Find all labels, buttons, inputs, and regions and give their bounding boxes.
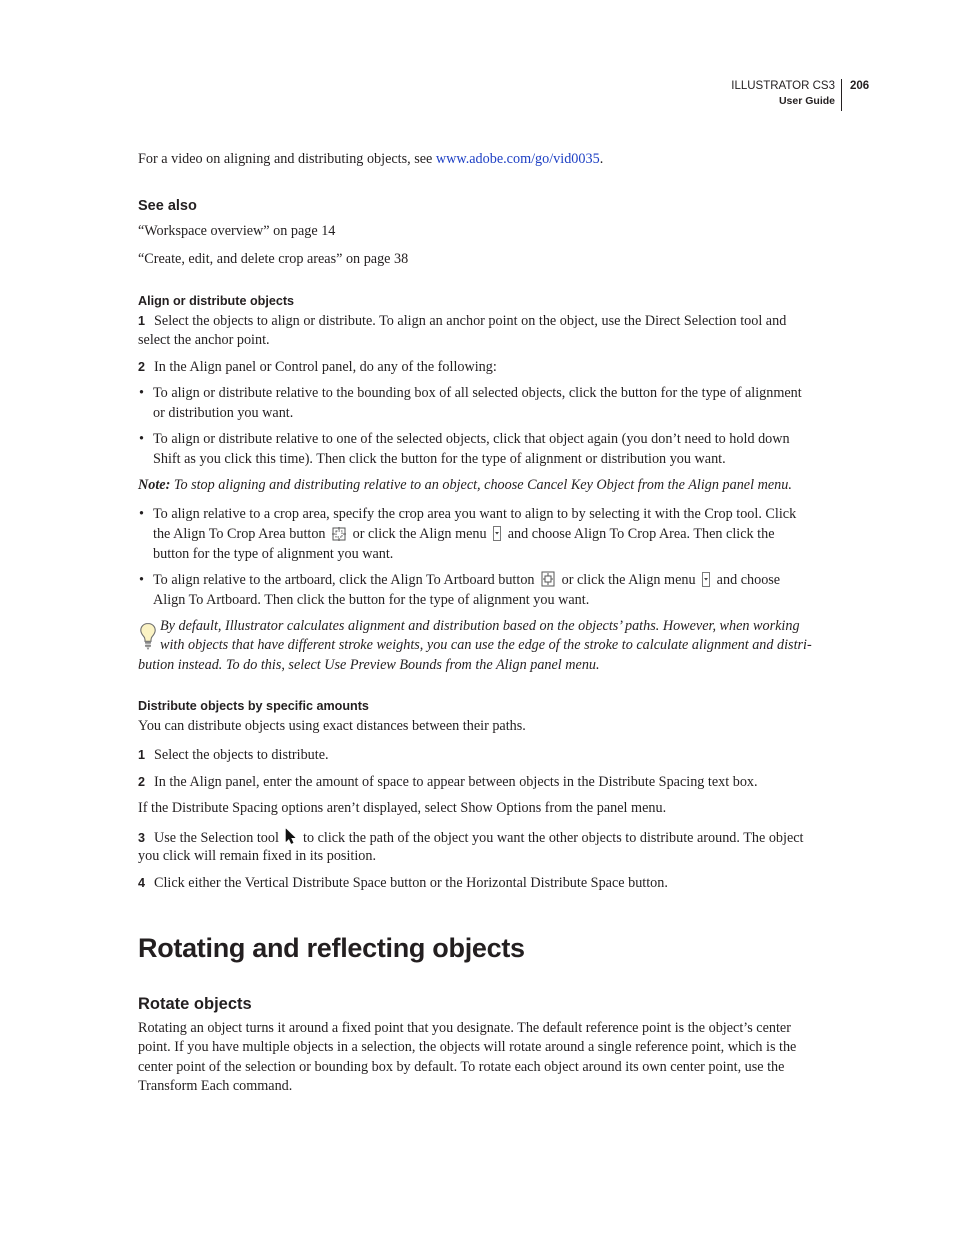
running-header bbox=[731, 79, 842, 111]
bullet-text: or click the Align menu bbox=[561, 572, 696, 588]
distribute-step-3-cont: you click will remain fixed in its position. bbox=[138, 848, 377, 864]
bullet-text: or click the Align menu bbox=[352, 526, 487, 542]
bullet-text: To align or distribute relative to one of the selected objects, click that object again (you don’t need to hold down bbox=[153, 431, 790, 447]
distribute-heading: Distribute objects by specific amounts bbox=[138, 699, 369, 713]
tip-line-1: By default, Illustrator calculates alignment and distribution based on the objects’ paths. However, when working bbox=[160, 618, 800, 634]
bullet-selected-object bbox=[139, 430, 818, 450]
distribute-step-2 bbox=[138, 773, 818, 793]
step-text: Select the objects to distribute. bbox=[154, 747, 329, 763]
see-also-heading: See also bbox=[138, 198, 197, 214]
note-label: Note: bbox=[138, 477, 171, 493]
bullet-text: To align relative to the artboard, click the Align To Artboard button bbox=[153, 572, 535, 588]
bullet-crop-area bbox=[139, 505, 818, 525]
step-number: 2 bbox=[138, 775, 146, 789]
rotate-subheading: Rotate objects bbox=[138, 995, 252, 1013]
chapter-heading: Rotating and reflecting objects bbox=[138, 933, 525, 963]
step-text: Use the Selection tool bbox=[154, 830, 279, 846]
align-step-1-cont: select the anchor point. bbox=[138, 332, 270, 348]
rotate-paragraph-line-3: center point of the selection or bounding box by default. To rotate each object around its own center point, use the bbox=[138, 1059, 785, 1075]
step-text: Click either the Vertical Distribute Space button or the Horizontal Distribute Space button. bbox=[154, 875, 668, 891]
see-also-link-crop-areas[interactable]: “Create, edit, and delete crop areas” on page 38 bbox=[138, 251, 409, 267]
bullet-glyph: • bbox=[139, 431, 144, 447]
note-cancel-key-object bbox=[138, 476, 818, 496]
guide-name: User Guide bbox=[778, 95, 835, 107]
step-text: to click the path of the object you want the other objects to distribute around. The object bbox=[303, 830, 804, 846]
distribute-step-1 bbox=[138, 746, 818, 766]
distribute-note: If the Distribute Spacing options aren’t displayed, select Show Options from the panel menu. bbox=[138, 800, 667, 816]
video-link[interactable]: www.adobe.com/go/vid0035 bbox=[435, 151, 600, 167]
step-number: 3 bbox=[138, 831, 146, 845]
step-number: 2 bbox=[138, 360, 146, 374]
align-step-2 bbox=[138, 358, 818, 378]
bullet-crop-area-line3: button for the type of alignment you want. bbox=[153, 546, 394, 562]
bullet-selected-object-cont: Shift as you click this time). Then click the button for the type of alignment or distribution you want. bbox=[153, 451, 726, 467]
align-heading: Align or distribute objects bbox=[138, 294, 295, 308]
bullet-glyph: • bbox=[139, 506, 144, 522]
bullet-artboard-cont: Align To Artboard. Then click the button for the type of alignment you want. bbox=[153, 592, 590, 608]
step-number: 1 bbox=[138, 748, 146, 762]
tip-line-2: with objects that have different stroke weights, you can use the edge of the stroke to calculate alignment and distri- bbox=[160, 637, 812, 653]
bullet-text: the Align To Crop Area button bbox=[153, 526, 326, 542]
bullet-text: To align or distribute relative to the bounding box of all selected objects, click the button for the type of alignment bbox=[153, 385, 802, 401]
intro-paragraph bbox=[138, 150, 818, 170]
distribute-intro: You can distribute objects using exact distances between their paths. bbox=[138, 718, 526, 734]
bullet-bounding-box bbox=[139, 384, 818, 404]
note-text: To stop aligning and distributing relative to an object, choose Cancel Key Object from the Align panel menu. bbox=[170, 477, 792, 493]
step-text: In the Align panel or Control panel, do any of the following: bbox=[154, 359, 497, 375]
page-number: 206 bbox=[850, 80, 870, 92]
step-number: 4 bbox=[138, 876, 146, 890]
intro-text: For a video on aligning and distributing objects, see bbox=[138, 151, 436, 167]
tip-line-3: bution instead. To do this, select Use Preview Bounds from the Align panel menu. bbox=[138, 657, 600, 673]
distribute-step-4 bbox=[138, 874, 818, 894]
bullet-text: and choose Align To Crop Area. Then click the bbox=[507, 526, 775, 542]
bullet-text: To align relative to a crop area, specify the crop area you want to align to by selecting it with the Crop tool. Click bbox=[153, 506, 797, 522]
rotate-paragraph-line-2: point. If you have multiple objects in a selection, the objects will rotate around a single reference point, which is the bbox=[138, 1039, 797, 1055]
step-text: Select the objects to align or distribute. To align an anchor point on the object, use the Direct Selection tool and bbox=[154, 313, 787, 329]
align-step-1 bbox=[138, 312, 818, 332]
rotate-paragraph-line-4: Transform Each command. bbox=[138, 1078, 293, 1094]
bullet-bounding-box-cont: or distribution you want. bbox=[153, 405, 294, 421]
intro-tail: . bbox=[599, 151, 604, 167]
bullet-glyph: • bbox=[139, 572, 144, 588]
see-also-link-workspace[interactable]: “Workspace overview” on page 14 bbox=[138, 223, 336, 239]
lightbulb-tip-icon bbox=[139, 622, 157, 657]
step-number: 1 bbox=[138, 314, 146, 328]
product-name: ILLUSTRATOR CS3 bbox=[731, 80, 835, 92]
rotate-paragraph-line-1: Rotating an object turns it around a fixed point that you designate. The default reference point is the object’s center bbox=[138, 1020, 791, 1036]
bullet-text: and choose bbox=[716, 572, 781, 588]
bullet-glyph: • bbox=[139, 385, 144, 401]
step-text: In the Align panel, enter the amount of space to appear between objects in the Distribute Spacing text box. bbox=[154, 774, 758, 790]
